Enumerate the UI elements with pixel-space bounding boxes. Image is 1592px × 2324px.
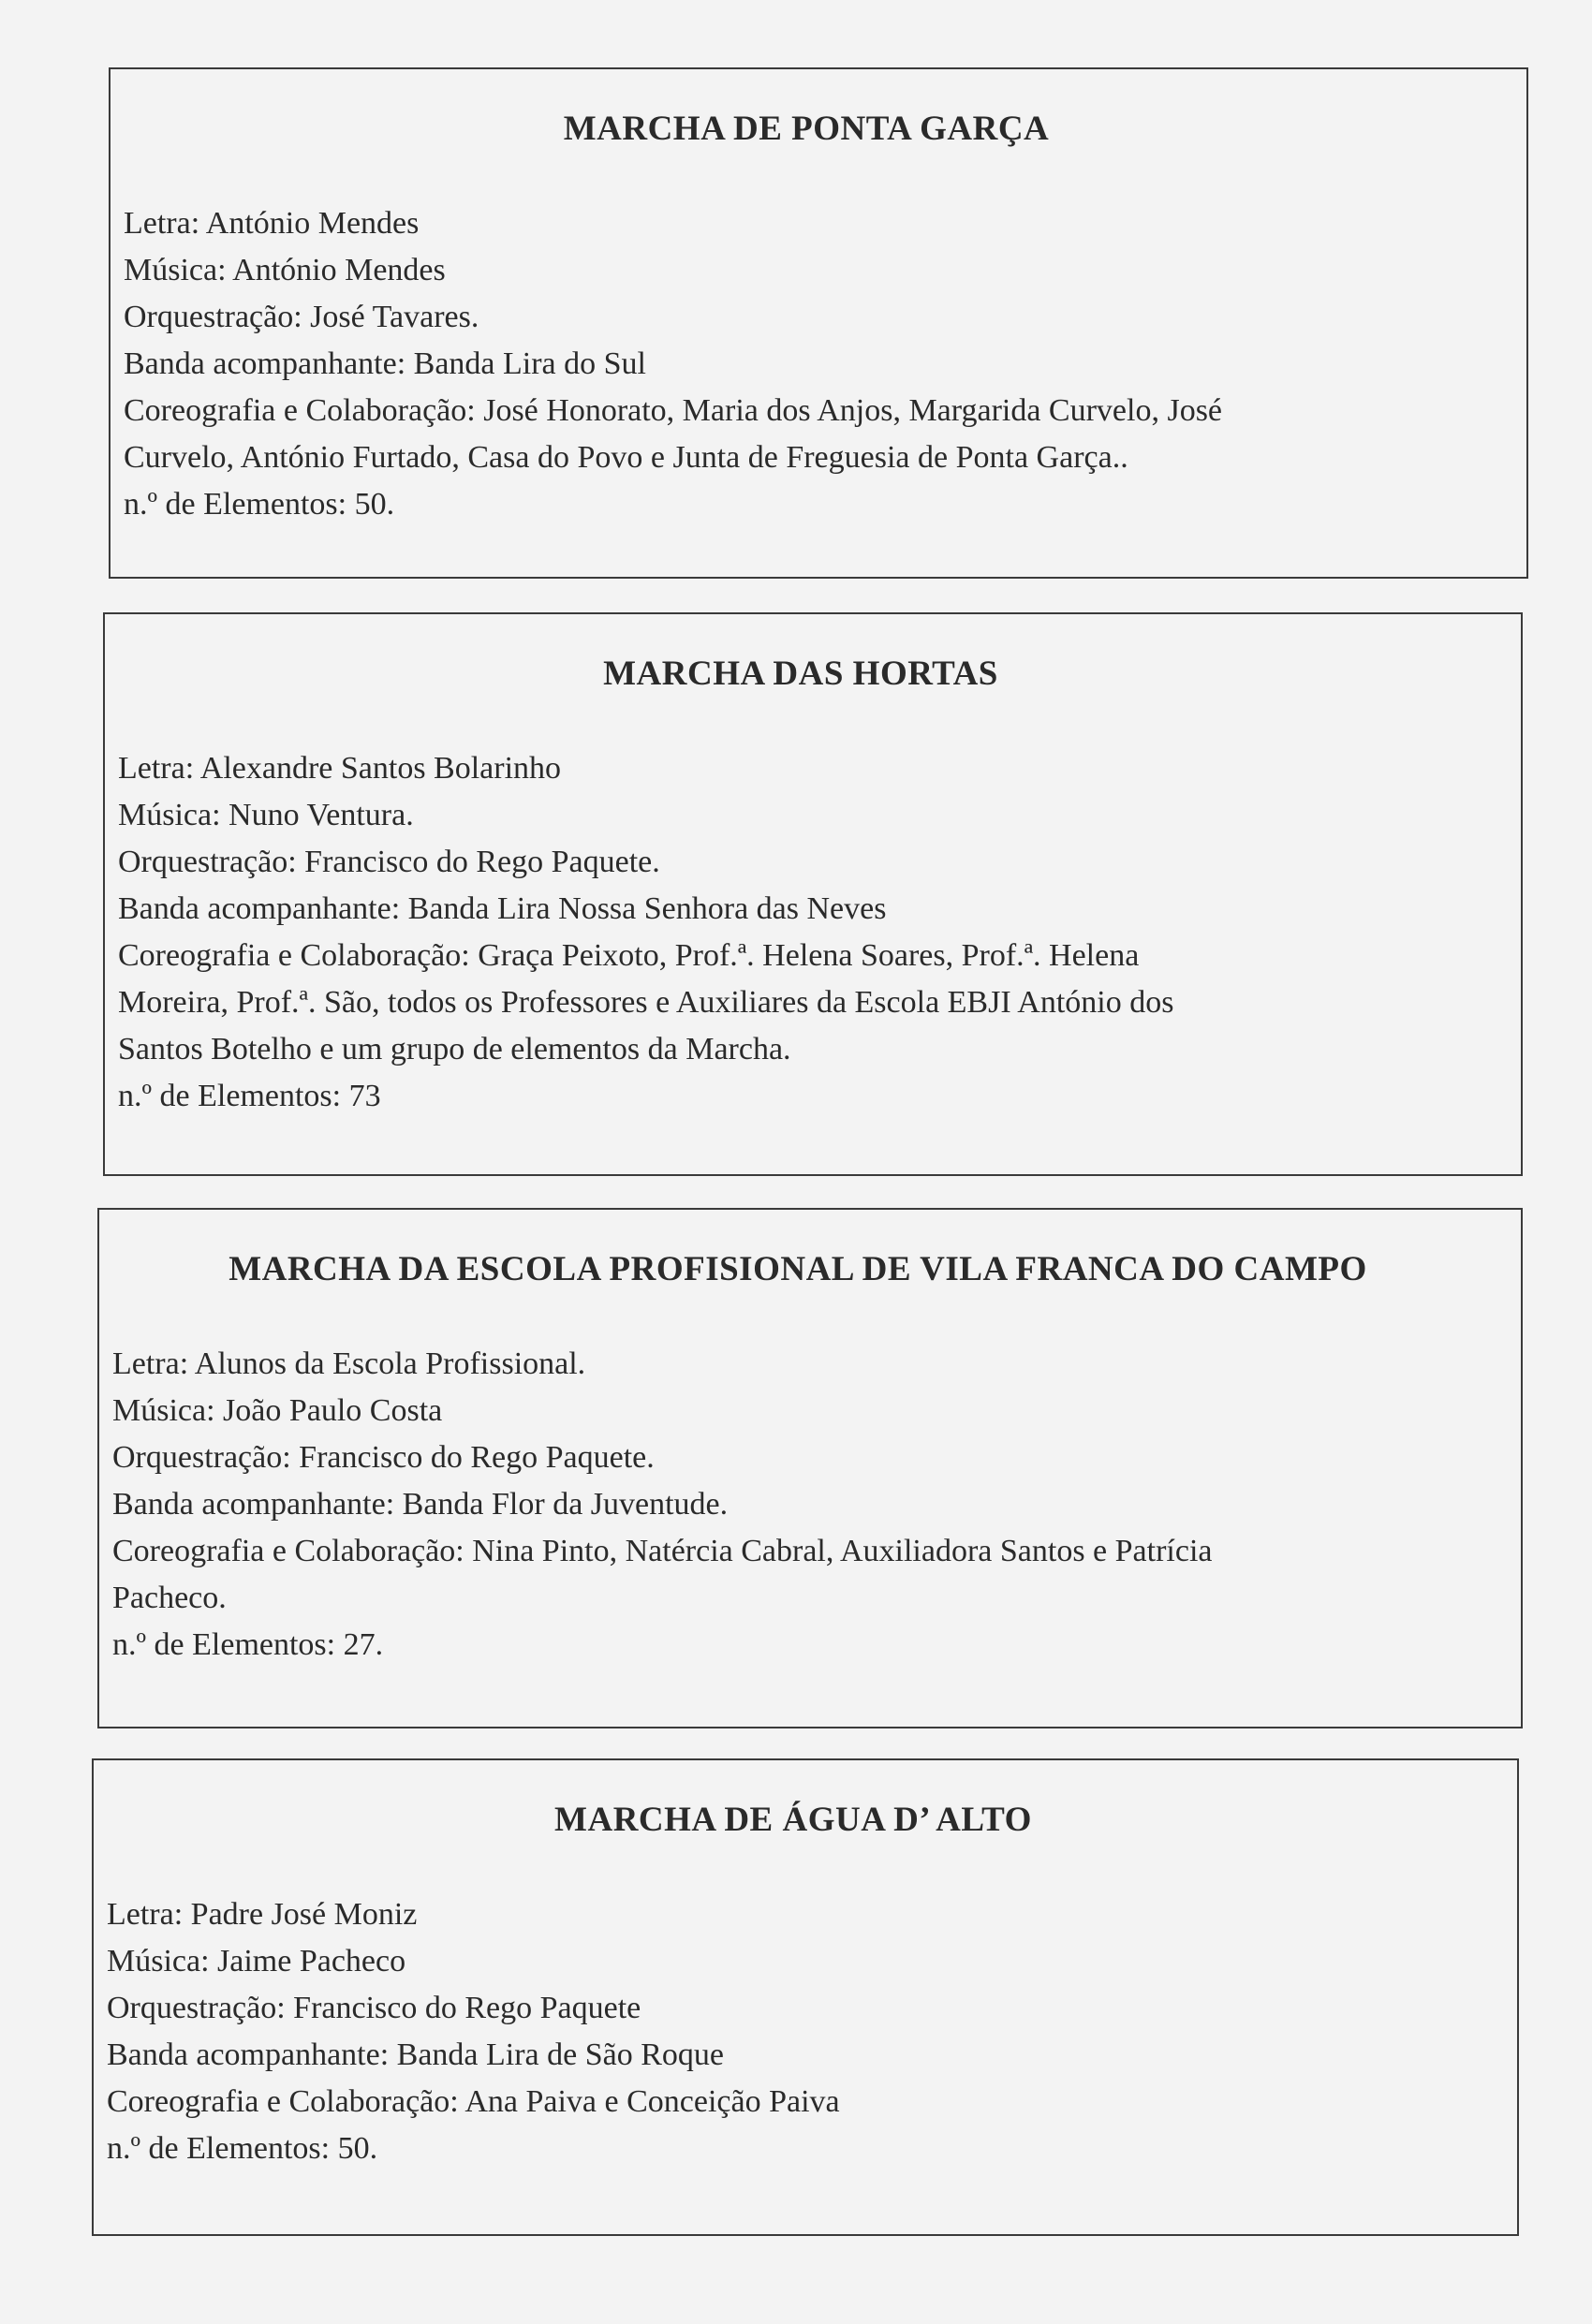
- credit-line-elementos: n.º de Elementos: 27.: [112, 1627, 384, 1662]
- credit-line-musica: Música: João Paulo Costa: [112, 1393, 443, 1428]
- credit-line-musica: Música: Jaime Pacheco: [107, 1944, 406, 1978]
- credit-line-elementos: n.º de Elementos: 50.: [124, 487, 395, 522]
- credit-line-musica: Música: Nuno Ventura.: [118, 798, 414, 832]
- section-title: MARCHA DAS HORTAS: [603, 655, 998, 693]
- credit-line-banda: Banda acompanhante: Banda Lira do Sul: [124, 346, 646, 381]
- credit-line-orquestracao: Orquestração: José Tavares.: [124, 300, 479, 334]
- credit-line-coreografia: Coreografia e Colaboração: Nina Pinto, Natércia Cabral, Auxiliadora Santos e Patrícia: [112, 1534, 1213, 1568]
- credit-line-letra: Letra: Alexandre Santos Bolarinho: [118, 751, 562, 786]
- section-box-escola-profissional: [97, 1208, 1523, 1728]
- section-title: MARCHA DE ÁGUA D’ ALTO: [554, 1801, 1032, 1839]
- credit-line-letra: Letra: Padre José Moniz: [107, 1897, 418, 1932]
- credit-line-elementos: n.º de Elementos: 50.: [107, 2131, 378, 2166]
- credit-line-coreografia-cont: Pacheco.: [112, 1581, 227, 1615]
- credit-line-letra: Letra: Alunos da Escola Profissional.: [112, 1346, 586, 1381]
- credit-line-letra: Letra: António Mendes: [124, 206, 420, 241]
- credit-line-banda: Banda acompanhante: Banda Flor da Juventude.: [112, 1487, 729, 1522]
- credit-line-banda: Banda acompanhante: Banda Lira de São Roque: [107, 2037, 724, 2072]
- section-box-agua-d-alto: [92, 1758, 1519, 2236]
- credit-line-coreografia-cont: Curvelo, António Furtado, Casa do Povo e Junta de Freguesia de Ponta Garça..: [124, 440, 1128, 475]
- credit-line-coreografia-cont: Santos Botelho e um grupo de elementos da Marcha.: [118, 1032, 791, 1066]
- section-title: MARCHA DA ESCOLA PROFISIONAL DE VILA FRANCA DO CAMPO: [228, 1250, 1367, 1288]
- credit-line-orquestracao: Orquestração: Francisco do Rego Paquete.: [118, 845, 660, 879]
- credit-line-coreografia-cont: Moreira, Prof.ª. São, todos os Professores e Auxiliares da Escola EBJI António dos: [118, 985, 1174, 1020]
- section-title: MARCHA DE PONTA GARÇA: [563, 110, 1050, 148]
- credit-line-banda: Banda acompanhante: Banda Lira Nossa Senhora das Neves: [118, 891, 887, 926]
- credit-line-orquestracao: Orquestração: Francisco do Rego Paquete.: [112, 1440, 655, 1475]
- credit-line-coreografia: Coreografia e Colaboração: Graça Peixoto, Prof.ª. Helena Soares, Prof.ª. Helena: [118, 938, 1140, 973]
- credit-line-orquestracao: Orquestração: Francisco do Rego Paquete: [107, 1991, 641, 2025]
- credit-line-elementos: n.º de Elementos: 73: [118, 1079, 381, 1113]
- credit-line-coreografia: Coreografia e Colaboração: Ana Paiva e Conceição Paiva: [107, 2084, 840, 2119]
- section-box-ponta-garca: [109, 67, 1528, 579]
- section-box-hortas: [103, 612, 1523, 1176]
- credit-line-coreografia: Coreografia e Colaboração: José Honorato, Maria dos Anjos, Margarida Curvelo, José: [124, 393, 1223, 428]
- credit-line-musica: Música: António Mendes: [124, 253, 446, 287]
